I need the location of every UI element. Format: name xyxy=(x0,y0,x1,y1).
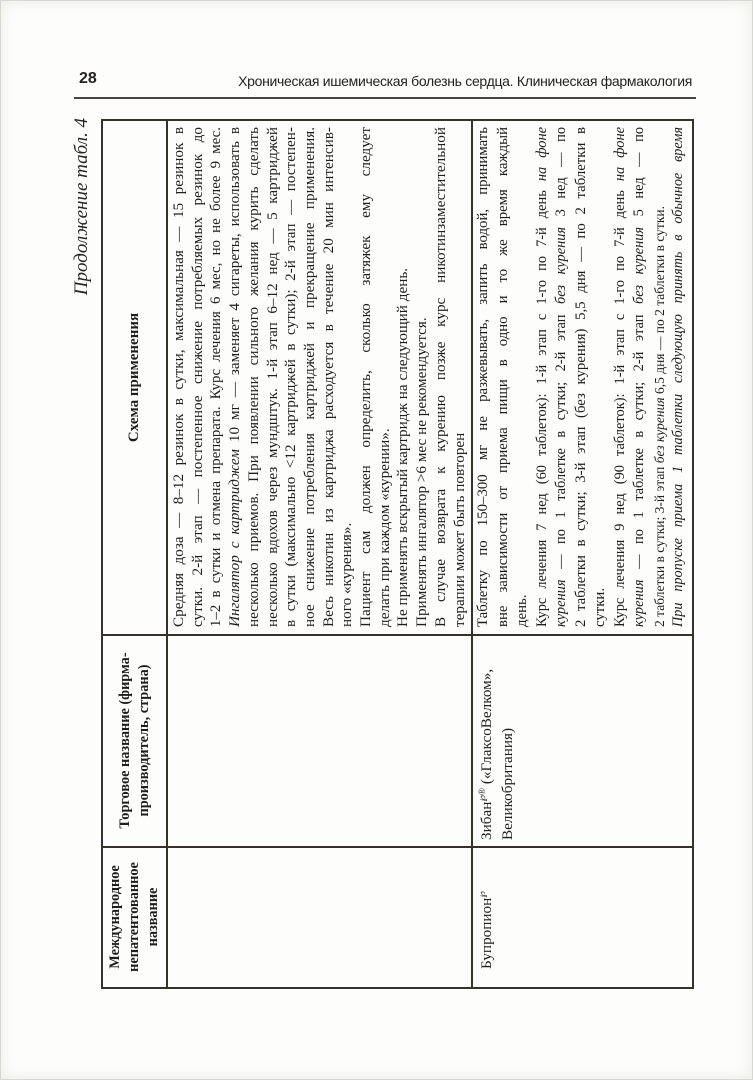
text-line: Схема применения xyxy=(126,312,142,443)
text-line: Зибан℘® («ГлаксоВелком», xyxy=(477,668,495,840)
text-line: В случае возврата к курению позже курс никотинзаместительной xyxy=(431,127,449,627)
table-caption xyxy=(68,118,98,325)
text-line: сутки. 2-й этап — постепенное снижение потребляемых резинок до xyxy=(188,127,206,627)
text-line: Весь никотин из картриджа расходуется в течение 20 мин интенсив- xyxy=(319,127,337,627)
table-cell-header-scheme xyxy=(103,121,166,634)
table-cell-row2-inn xyxy=(472,847,692,987)
text-line: 1–2 в сутки и отмена препарата. Курс лечения 6 мес, но не более 9 мес. xyxy=(208,127,225,627)
text-line: терапии может быть повторен xyxy=(450,432,468,627)
table-cell-row1-inn-empty xyxy=(167,847,471,987)
text-line: Курс лечения 9 нед (90 таблеток): 1-й этап с 1-го по 7-й день на фоне xyxy=(611,127,628,627)
text-line: ного «курения». xyxy=(338,522,356,627)
text-line: производитель, страна) xyxy=(135,664,152,817)
text-line: курения — по 1 таблетке в сутки; 2-й этап без курения 3 нед — по xyxy=(553,126,569,627)
text-line: Великобритания) xyxy=(498,727,516,840)
text-line: Средняя доза — 8–12 резинок в сутки, максимальная — 15 резинок в xyxy=(170,127,187,627)
text-line: день. xyxy=(514,594,530,627)
text-line: Пациент сам должен определить, сколько затяжек ему следует xyxy=(357,127,375,627)
text-line: Ингалятор с картриджем 10 мг — заменяет 4 сигареты, использовать в xyxy=(226,126,244,627)
table-cell-row2-trade xyxy=(472,635,692,846)
text-line: непатентованное xyxy=(126,862,142,972)
text-line: Применять ингалятор >6 мес не рекомендуется. xyxy=(413,317,431,627)
text-line: в сутки (максимально <12 картриджей в сутки); 2-й этап — постепен- xyxy=(282,127,300,627)
text-line: название xyxy=(145,887,161,947)
table-caption-text: Продолжение табл. 4 xyxy=(71,118,92,296)
page-number: 28 xyxy=(79,70,97,87)
text-line: вне зависимости от приема пищи в одно и то же время каждый xyxy=(494,127,511,627)
text-line: ное снижение потребления картриджей и прекращение применения. xyxy=(300,127,318,627)
text-line: Курс лечения 7 нед (60 таблеток): 1-й этап с 1-го по 7-й день на фоне xyxy=(533,127,550,627)
running-title: Хроническая ишемическая болезнь сердца. Клиническая фармакология xyxy=(238,73,692,89)
table-cell-header-trade xyxy=(103,635,166,846)
table-cell-row2-scheme xyxy=(472,121,692,634)
text-line: Таблетку по 150–300 мг не разжевывать, запить водой, принимать xyxy=(475,127,491,627)
text-line: Бупропион℘ xyxy=(477,891,495,969)
text-line: курения — по 1 таблетке в сутки; 2-й этап без курения 5 нед — по xyxy=(631,126,647,627)
text-line: 2 таблетки в сутки; 3-й этап (без курения) 5,5 дня — по 2 таблетки в xyxy=(572,127,589,627)
drug-table xyxy=(101,119,694,989)
text-line: Торговое название (фирма- xyxy=(116,652,133,829)
table-cell-header-inn xyxy=(103,847,166,987)
table-cell-row1-scheme xyxy=(167,121,471,634)
text-line: сутки. xyxy=(592,587,608,627)
header-rule xyxy=(74,97,696,99)
text-line: 2 таблетки в сутки; 3-й этап без курения 6,5 дня — по 2 таблетки в сутки. xyxy=(651,206,667,627)
text-line: несколько приемов. При появлении сильного желания курить сделать xyxy=(244,127,262,627)
text-line: Не применять вскрытый картридж на следующий день. xyxy=(394,267,412,627)
text-line: При пропуске приема 1 таблетки следующую принять в обычное время xyxy=(670,127,686,627)
table-cell-row1-trade-empty xyxy=(167,635,471,846)
text-line: Международное xyxy=(107,865,123,969)
text-line: несколько вдохов через мундштук. 1-й этап 6–12 нед — 5 картриджей xyxy=(263,127,281,627)
text-line: делать при каждом «курении». xyxy=(375,428,393,627)
